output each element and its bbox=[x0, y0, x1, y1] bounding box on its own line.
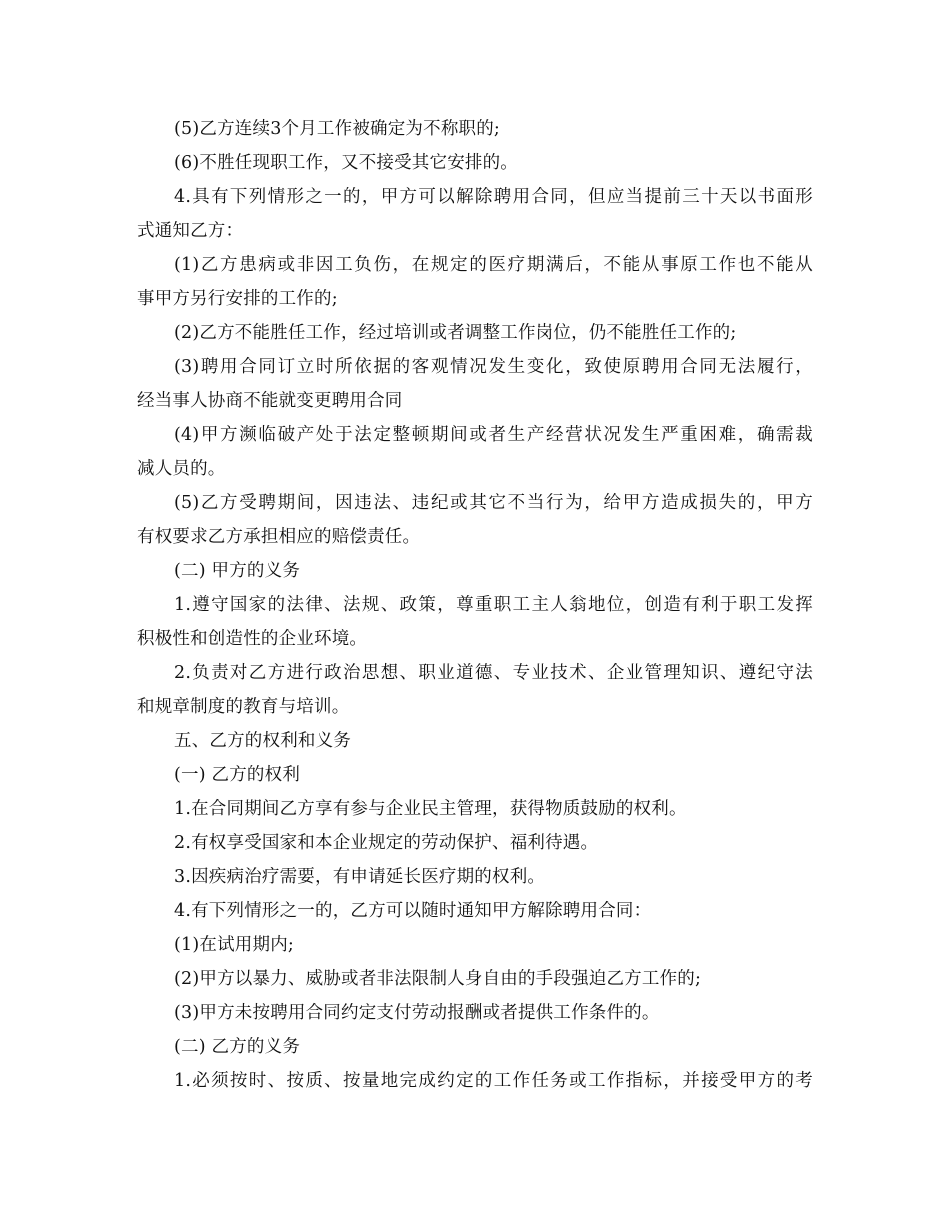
text-line: 经当事人协商不能就变更聘用合同 bbox=[137, 391, 403, 411]
text-line: 2.负责对乙方进行政治思想、职业道德、专业技术、企业管理知识、遵纪守法 bbox=[174, 663, 813, 683]
section-heading: (二) 乙方的义务 bbox=[174, 1037, 301, 1057]
text-line: (3)甲方未按聘用合同约定支付劳动报酬或者提供工作条件的。 bbox=[174, 1003, 660, 1023]
text-line: (6)不胜任现职工作，又不接受其它安排的。 bbox=[174, 153, 518, 173]
text-line: (5)乙方受聘期间，因违法、违纪或其它不当行为，给甲方造成损失的，甲方 bbox=[174, 493, 813, 513]
text-line: 积极性和创造性的企业环境。 bbox=[137, 629, 368, 649]
text-line: (4)甲方濒临破产处于法定整顿期间或者生产经营状况发生严重困难，确需裁 bbox=[174, 425, 813, 445]
text-line: 式通知乙方： bbox=[137, 221, 244, 241]
text-line: (5)乙方连续3个月工作被确定为不称职的; bbox=[174, 119, 501, 139]
document-page bbox=[137, 112, 813, 1098]
text-line: (1)在试用期内; bbox=[174, 935, 294, 955]
text-line: 4.有下列情形之一的，乙方可以随时通知甲方解除聘用合同： bbox=[174, 901, 652, 921]
text-line: 事甲方另行安排的工作的; bbox=[137, 289, 338, 309]
text-line: 减人员的。 bbox=[137, 459, 226, 479]
text-line: 1.在合同期间乙方享有参与企业民主管理，获得物质鼓励的权利。 bbox=[174, 799, 687, 819]
text-line: 1.必须按时、按质、按量地完成约定的工作任务或工作指标，并接受甲方的考 bbox=[174, 1071, 813, 1091]
text-line: (1)乙方患病或非因工负伤，在规定的医疗期满后，不能从事原工作也不能从 bbox=[174, 255, 813, 275]
section-heading: (二) 甲方的义务 bbox=[174, 561, 301, 581]
text-line: 4.具有下列情形之一的，甲方可以解除聘用合同，但应当提前三十天以书面形 bbox=[174, 187, 813, 207]
text-line: 2.有权享受国家和本企业规定的劳动保护、福利待遇。 bbox=[174, 833, 599, 853]
text-line: 有权要求乙方承担相应的赔偿责任。 bbox=[137, 527, 421, 547]
text-line: (3)聘用合同订立时所依据的客观情况发生变化，致使原聘用合同无法履行， bbox=[174, 357, 813, 377]
text-line: (2)乙方不能胜任工作，经过培训或者调整工作岗位，仍不能胜任工作的; bbox=[174, 323, 737, 343]
text-line: (2)甲方以暴力、威胁或者非法限制人身自由的手段强迫乙方工作的; bbox=[174, 969, 702, 989]
text-line: 和规章制度的教育与培训。 bbox=[137, 697, 350, 717]
section-heading: 五、乙方的权利和义务 bbox=[174, 731, 351, 751]
text-line: 3.因疾病治疗需要，有申请延长医疗期的权利。 bbox=[174, 867, 546, 887]
section-heading: (一) 乙方的权利 bbox=[174, 765, 301, 785]
text-line: 1.遵守国家的法律、法规、政策，尊重职工主人翁地位，创造有利于职工发挥 bbox=[174, 595, 813, 615]
